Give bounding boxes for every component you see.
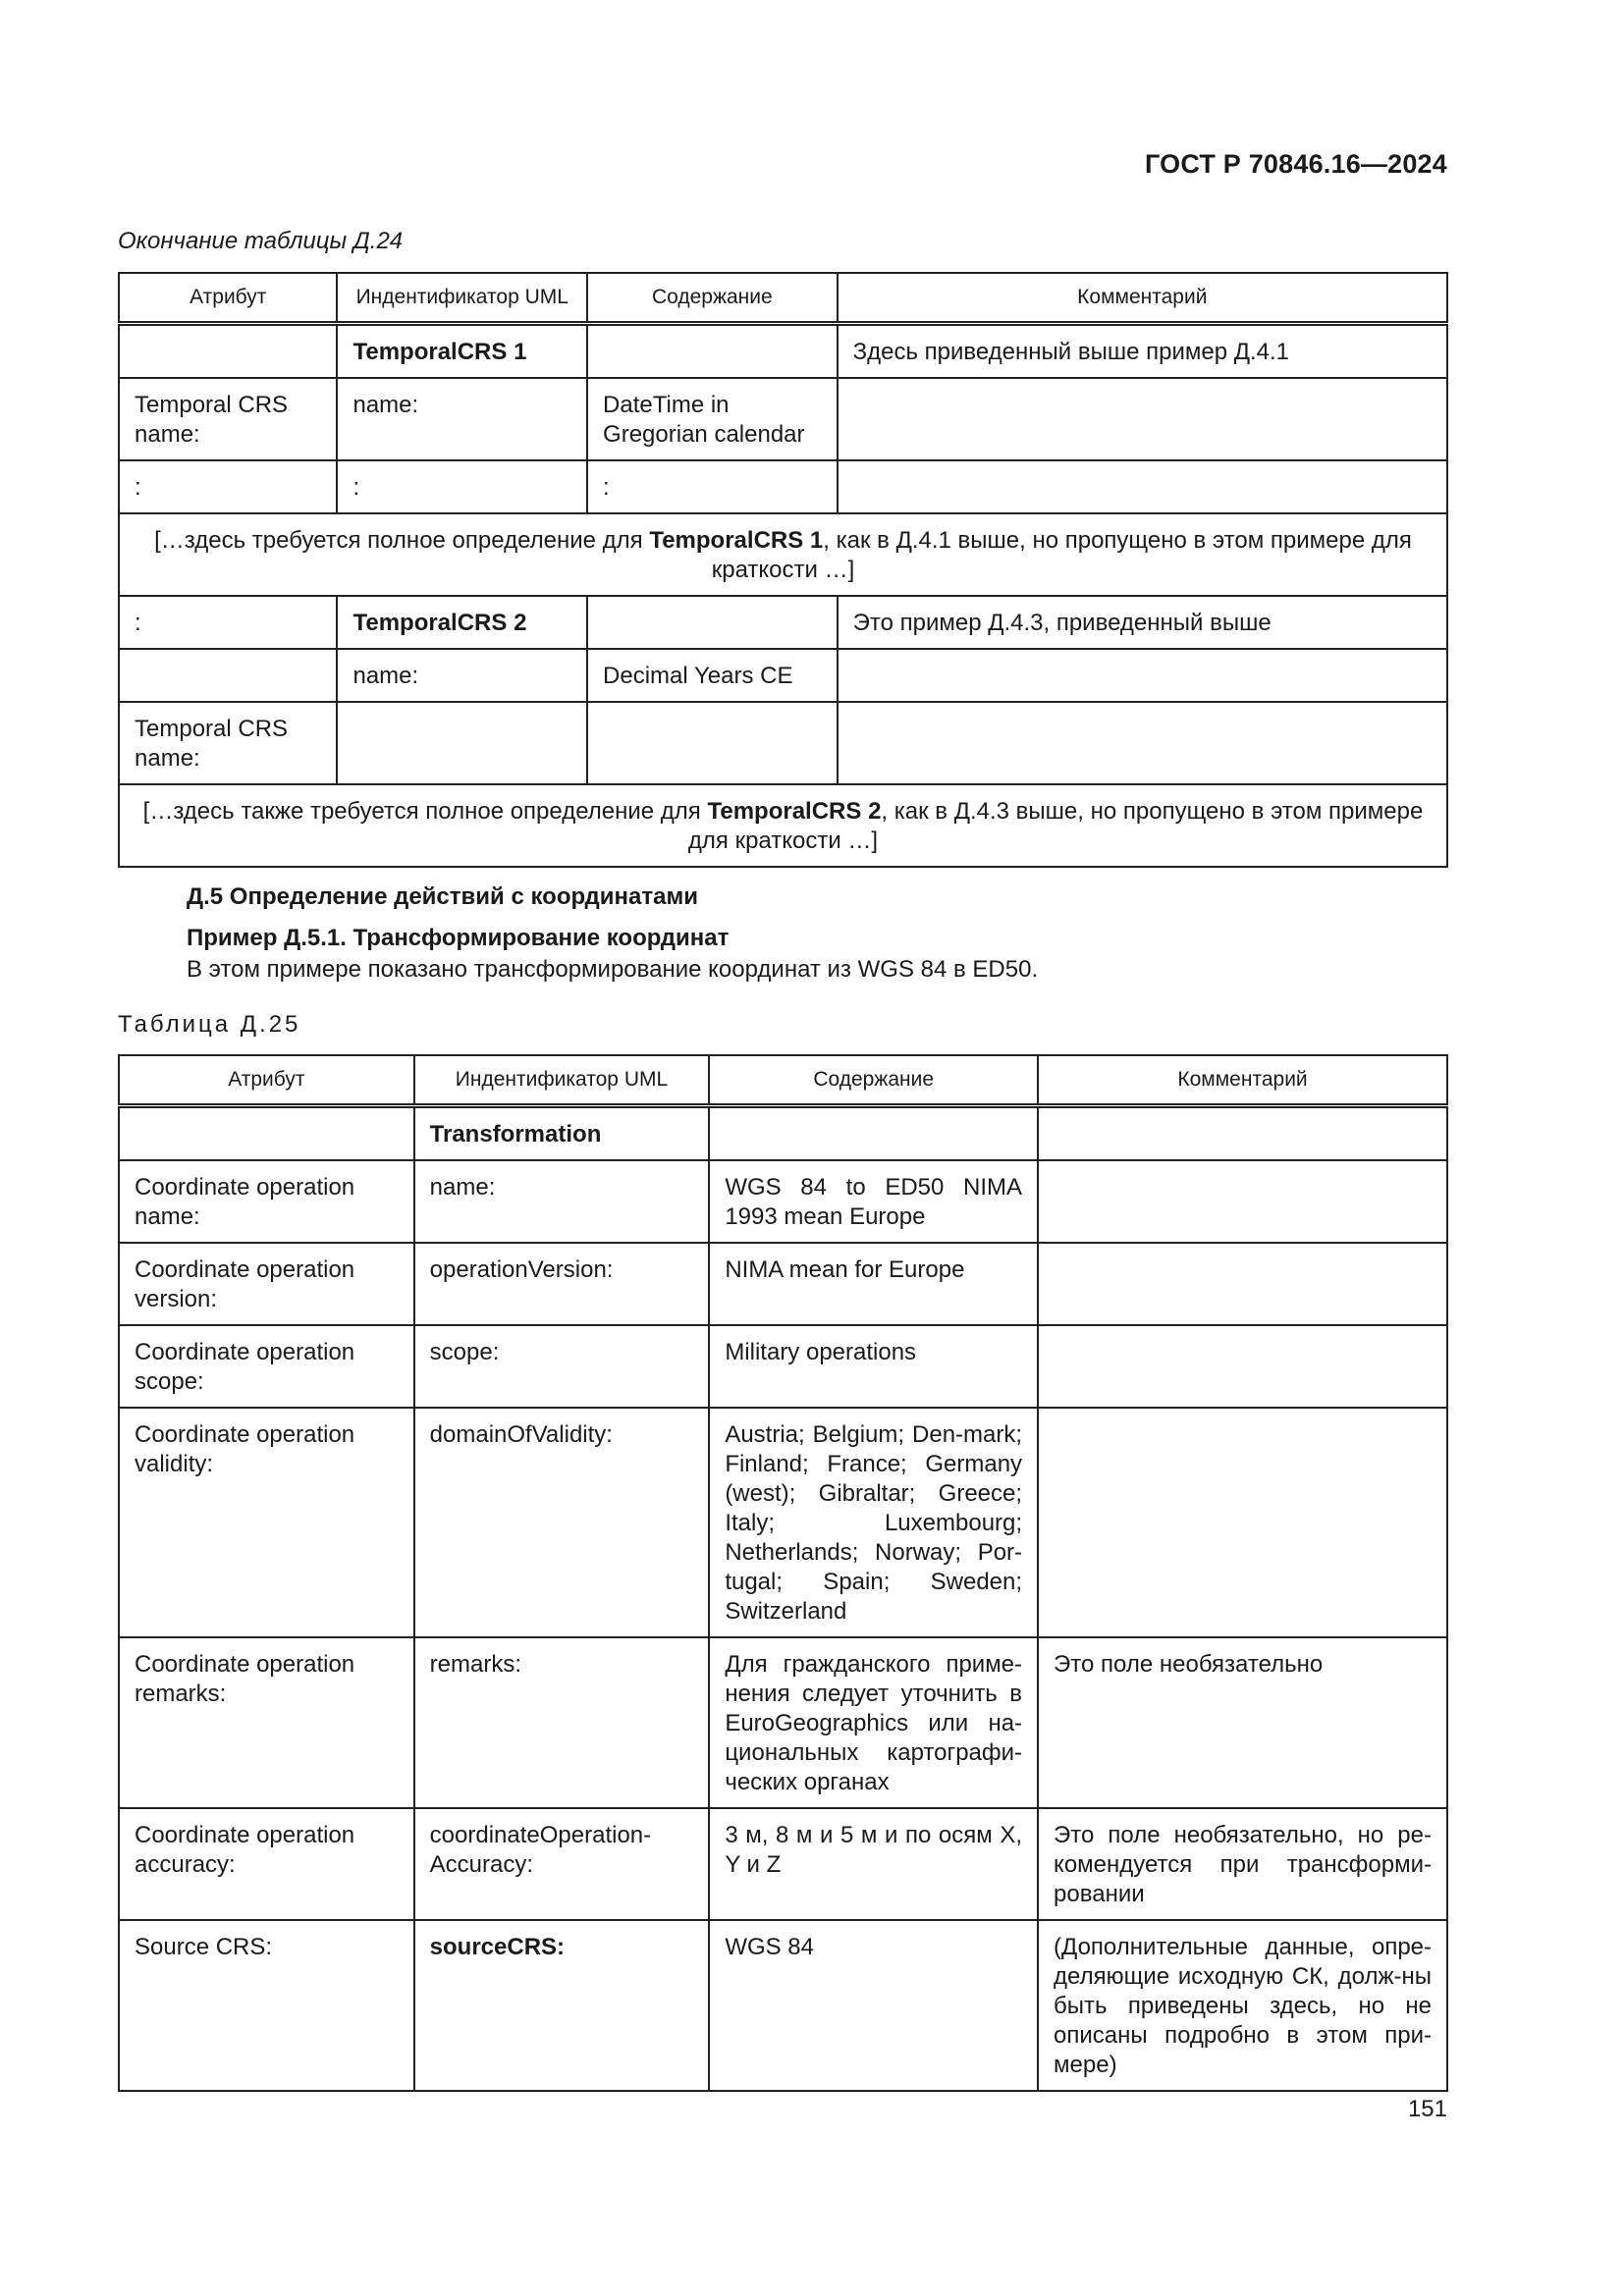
cell-comment [838, 378, 1447, 460]
cell-uml-id: domainOfValidity: [414, 1408, 710, 1637]
header-comment: Комментарий [838, 273, 1447, 324]
cell-uml-id: sourceCRS: [414, 1920, 710, 2091]
cell-content [709, 1106, 1038, 1161]
cell-attribute: Coordinate operation scope: [119, 1325, 414, 1408]
example-heading: Пример Д.5.1. Трансформирование координат [187, 925, 730, 951]
note-temporal-crs-1 [119, 513, 1447, 596]
table-row [119, 1160, 1447, 1243]
cell-uml-id: name: [337, 378, 587, 460]
cell-comment: (Дополнительные данные, опре-деляющие исходную СК, долж-ны быть приведены здесь, но не описаны подробно в этом при-мере) [1038, 1920, 1447, 2091]
table-row [119, 1808, 1447, 1920]
cell-attribute [119, 324, 337, 379]
section-heading: Д.5 Определение действий с координатами [187, 883, 698, 910]
cell-comment: Здесь приведенный выше пример Д.4.1 [838, 324, 1447, 379]
header-content: Содержание [587, 273, 838, 324]
table-d25 [118, 1054, 1448, 2092]
table-row [119, 1325, 1447, 1408]
note-bold-term: TemporalCRS 2 [707, 798, 882, 825]
cell-comment [838, 460, 1447, 513]
cell-attribute: Coordinate operation version: [119, 1243, 414, 1325]
header-uml-id: Индентификатор UML [337, 273, 587, 324]
cell-content: Decimal Years CE [587, 649, 838, 702]
table-continuation-caption: Окончание таблицы Д.24 [118, 228, 404, 254]
table-header-row [119, 1055, 1447, 1106]
example-text: В этом примере показано трансформирование координат из WGS 84 в ED50. [187, 956, 1039, 983]
cell-attribute: Coordinate operation name: [119, 1160, 414, 1243]
page-number: 151 [1407, 2096, 1447, 2122]
header-attribute: Атрибут [119, 273, 337, 324]
note-temporal-crs-2 [119, 784, 1447, 867]
cell-uml-id: name: [414, 1160, 710, 1243]
header-attribute: Атрибут [119, 1055, 414, 1106]
cell-uml-id [337, 702, 587, 784]
table-row [119, 596, 1447, 649]
cell-uml-id: operationVersion: [414, 1243, 710, 1325]
note-text: , как в Д.4.1 выше, но пропущено в этом примере для краткости …] [711, 527, 1412, 583]
cell-attribute: Temporal CRS name: [119, 702, 337, 784]
table-row [119, 378, 1447, 460]
table-row [119, 324, 1447, 379]
cell-content: Для гражданского приме-нения следует уточнить в EuroGeographics или на-циональных картографи-ческих органах [709, 1637, 1038, 1808]
cell-content [587, 324, 838, 379]
note-text: […здесь также требуется полное определение для [142, 798, 708, 825]
note-bold-term: TemporalCRS 1 [649, 527, 824, 554]
cell-content: Austria; Belgium; Den-mark; Finland; France; Germany (west); Gibraltar; Greece; Italy; Luxembourg; Netherlands; Norway; Por-tugal; Spain; Sweden; Switzerland [709, 1408, 1038, 1637]
cell-comment [1038, 1106, 1447, 1161]
cell-attribute: Coordinate operation accuracy: [119, 1808, 414, 1920]
cell-attribute: Coordinate operation validity: [119, 1408, 414, 1637]
note-text: , как в Д.4.3 выше, но пропущено в этом примере для краткости …] [687, 798, 1424, 854]
table-header-row [119, 273, 1447, 324]
table-row [119, 1243, 1447, 1325]
table-row [119, 460, 1447, 513]
cell-comment [838, 649, 1447, 702]
cell-comment [838, 702, 1447, 784]
cell-attribute: Coordinate operation remarks: [119, 1637, 414, 1808]
standard-designation: ГОСТ Р 70846.16—2024 [1145, 149, 1447, 179]
cell-content: : [587, 460, 838, 513]
table-d24-end [118, 272, 1448, 868]
cell-comment: Это поле необязательно [1038, 1637, 1447, 1808]
cell-uml-id: : [337, 460, 587, 513]
header-content: Содержание [709, 1055, 1038, 1106]
cell-attribute [119, 1106, 414, 1161]
cell-attribute: : [119, 596, 337, 649]
cell-uml-id: TemporalCRS 2 [337, 596, 587, 649]
header-comment: Комментарий [1038, 1055, 1447, 1106]
cell-attribute: : [119, 460, 337, 513]
cell-comment [1038, 1408, 1447, 1637]
cell-uml-id: Transformation [414, 1106, 710, 1161]
table-row [119, 1637, 1447, 1808]
cell-comment [1038, 1325, 1447, 1408]
table-row [119, 1920, 1447, 2091]
table-note-row [119, 784, 1447, 867]
cell-content: WGS 84 [709, 1920, 1038, 2091]
cell-content: NIMA mean for Europe [709, 1243, 1038, 1325]
cell-comment: Это пример Д.4.3, приведенный выше [838, 596, 1447, 649]
cell-content: DateTime in Gregorian calendar [587, 378, 838, 460]
cell-comment [1038, 1243, 1447, 1325]
cell-uml-id: coordinateOperation-Accuracy: [414, 1808, 710, 1920]
table-row [119, 1408, 1447, 1637]
cell-uml-id: scope: [414, 1325, 710, 1408]
table-caption: Таблица Д.25 [118, 1011, 301, 1038]
table-row [119, 1106, 1447, 1161]
cell-content: Military operations [709, 1325, 1038, 1408]
cell-content [587, 596, 838, 649]
table-row [119, 649, 1447, 702]
cell-uml-id: name: [337, 649, 587, 702]
cell-comment: Это поле необязательно, но ре-комендуется при трансформи-ровании [1038, 1808, 1447, 1920]
table-row [119, 702, 1447, 784]
cell-content: 3 м, 8 м и 5 м и по осям X, Y и Z [709, 1808, 1038, 1920]
cell-attribute: Temporal CRS name: [119, 378, 337, 460]
cell-content: WGS 84 to ED50 NIMA 1993 mean Europe [709, 1160, 1038, 1243]
cell-content [587, 702, 838, 784]
cell-uml-id: TemporalCRS 1 [337, 324, 587, 379]
table-note-row [119, 513, 1447, 596]
cell-comment [1038, 1160, 1447, 1243]
note-text: […здесь требуется полное определение для [154, 527, 650, 554]
header-uml-id: Индентификатор UML [414, 1055, 710, 1106]
cell-uml-id: remarks: [414, 1637, 710, 1808]
cell-attribute [119, 649, 337, 702]
cell-attribute: Source CRS: [119, 1920, 414, 2091]
